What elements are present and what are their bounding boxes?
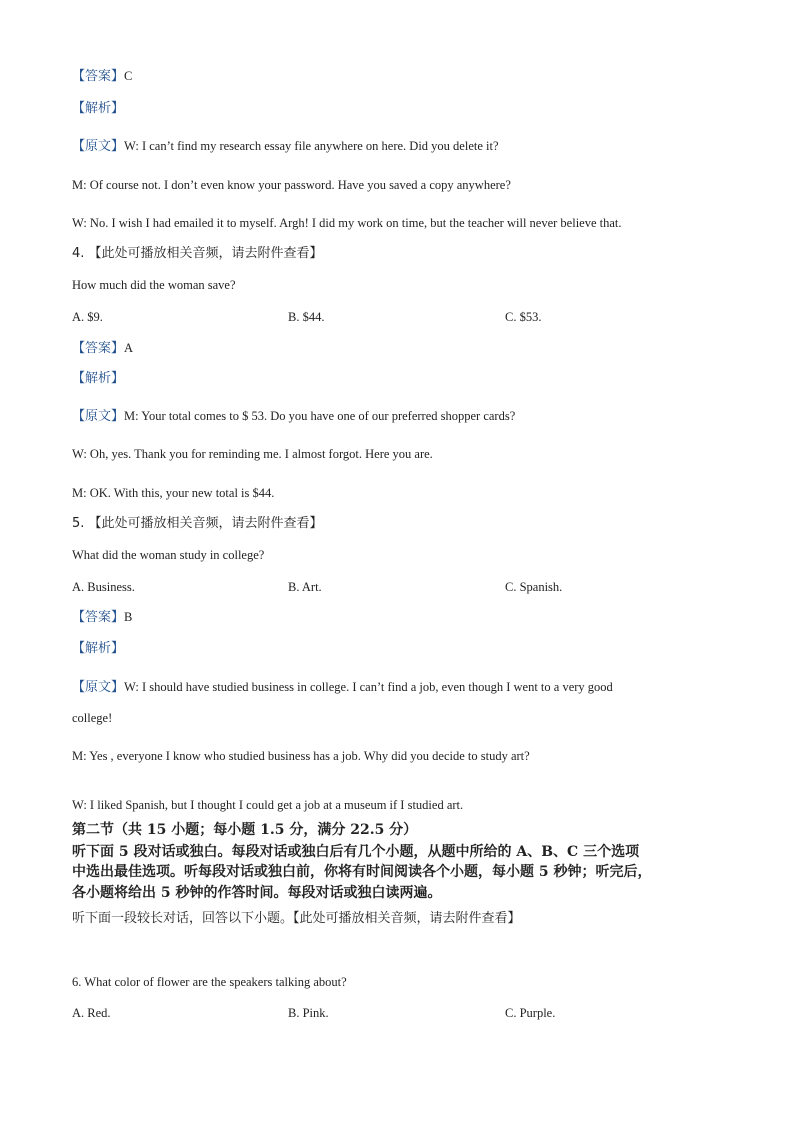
answer-tag: 【答案】	[72, 610, 125, 625]
q4-option-a: A. $9.	[72, 310, 103, 324]
q3-transcript-line-2: M: Of course not. I don’t even know your password. Have you saved a copy anywhere?	[72, 178, 511, 192]
source-tag: 【原文】	[72, 680, 125, 695]
answer-tag: 【答案】	[72, 69, 125, 84]
source-tag: 【原文】	[72, 409, 125, 424]
q5-answer: B	[124, 610, 133, 624]
source-tag: 【原文】	[72, 139, 125, 154]
q5-analysis-line	[72, 640, 124, 657]
q4-header: 4. 【此处可播放相关音频，请去附件查看】	[72, 246, 323, 261]
section-title: 第二节（共 15 小题；每小题 1.5 分，满分 22.5 分）	[72, 822, 418, 838]
q6-question: 6. What color of flower are the speakers talking about?	[72, 975, 347, 989]
transcript-text: W: I should have studied business in college. I can’t find a job, even though I went to a very good	[124, 680, 613, 694]
q5-header: 5. 【此处可播放相关音频，请去附件查看】	[72, 516, 323, 531]
q4-answer-line	[72, 340, 133, 357]
q4-transcript-line-3: M: OK. With this, your new total is $44.	[72, 486, 275, 500]
q3-answer-line	[72, 68, 132, 85]
q3-transcript-line-3: W: No. I wish I had emailed it to myself. Argh! I did my work on time, but the teacher will never believe that.	[72, 216, 622, 230]
q5-transcript-line-2: college!	[72, 711, 113, 725]
q4-option-c: C. $53.	[505, 310, 542, 324]
q5-answer-line	[72, 609, 132, 626]
q5-transcript-line-3: M: Yes , everyone I know who studied business has a job. Why did you decide to study art?	[72, 749, 530, 763]
q5-question: What did the woman study in college?	[72, 548, 265, 562]
q6-option-c: C. Purple.	[505, 1006, 556, 1020]
transcript-text: M: Your total comes to $ 53. Do you have one of our preferred shopper cards?	[124, 409, 516, 423]
section-instructions-3: 各小题将给出 5 秒钟的作答时间。每段对话或独白读两遍。	[72, 885, 442, 901]
q3-answer: C	[124, 69, 133, 83]
section-instructions-1: 听下面 5 段对话或独白。每段对话或独白后有几个小题，从题中所给的 A、B、C 三个选项	[72, 844, 640, 860]
q4-analysis-line	[72, 370, 124, 387]
analysis-tag: 【解析】	[72, 371, 125, 386]
q4-answer: A	[124, 341, 134, 355]
section-instructions-2: 中选出最佳选项。听每段对话或独白前，你将有时间阅读各个小题，每小题 5 秒钟；听完后，	[72, 864, 652, 880]
answer-tag: 【答案】	[72, 341, 125, 356]
q3-transcript-line-1	[72, 138, 499, 155]
q6-option-a: A. Red.	[72, 1006, 111, 1020]
q4-transcript-line-2: W: Oh, yes. Thank you for reminding me. I almost forgot. Here you are.	[72, 447, 433, 461]
q4-option-b: B. $44.	[288, 310, 325, 324]
analysis-tag: 【解析】	[72, 641, 125, 656]
analysis-tag: 【解析】	[72, 101, 125, 116]
section-intro: 听下面一段较长对话，回答以下小题。【此处可播放相关音频，请去附件查看】	[72, 911, 521, 926]
q3-analysis-line	[72, 100, 124, 117]
transcript-text: W: I can’t find my research essay file anywhere on here. Did you delete it?	[124, 139, 499, 153]
q5-transcript-line-1	[72, 679, 613, 696]
q5-option-b: B. Art.	[288, 580, 322, 594]
q5-option-a: A. Business.	[72, 580, 135, 594]
q6-option-b: B. Pink.	[288, 1006, 329, 1020]
q5-option-c: C. Spanish.	[505, 580, 563, 594]
q5-transcript-line-4: W: I liked Spanish, but I thought I could get a job at a museum if I studied art.	[72, 798, 464, 812]
q4-question: How much did the woman save?	[72, 278, 236, 292]
q4-transcript-line-1	[72, 408, 515, 425]
